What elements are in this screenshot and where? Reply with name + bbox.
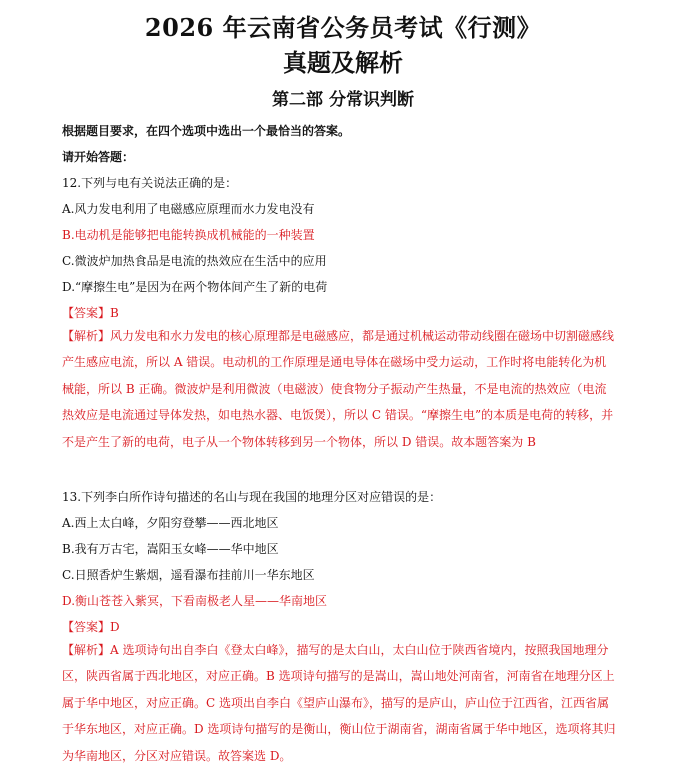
q13-analysis: 【解析】A 选项诗句出自李白《登太白峰》，描写的是太白山，太白山位于陕西省境内，按照我国地理分区，陕西省属于西北地区，对应正确。B 选项诗句描写的是嵩山，嵩山地处河南省，河南省在地理分区上属于华中地区，对应正确。C 选项出自李白《望庐山瀑布》，描写的是庐山，庐山位于江西省，江西省属于华东地区，对应正确。D 选项诗句描写的是衡山，衡山位于湖南省，湖南省属于华中地区，选项将其归为华南地区，分区对应错误。故答案选 D。 [62, 643, 616, 763]
instruction-start: 请开始答题： [62, 150, 135, 164]
q12-option-c: C.微波炉加热食品是电流的热效应在生活中的应用 [62, 254, 327, 268]
q13-stem: 13.下列李白所作诗句描述的名山与现在我国的地理分区对应错误的是： [62, 490, 442, 504]
q12-option-b: B.电动机是能够把电能转换成机械能的一种装置 [62, 228, 315, 242]
q12-stem: 12.下列与电有关说法正确的是： [62, 176, 238, 190]
q12-option-d: D.“摩擦生电”是因为在两个物体间产生了新的电荷 [62, 280, 328, 294]
doc-title-line1: 2026 年云南省公务员考试《行测》 [144, 13, 542, 42]
doc-title-line2: 真题及解析 [283, 48, 403, 77]
q12-answer: 【答案】B [62, 306, 119, 320]
q12-analysis: 【解析】风力发电和水力发电的核心原理都是电磁感应，都是通过机械运动带动线圈在磁场中切割磁感线产生感应电流，所以 A 错误。电动机的工作原理是通电导体在磁场中受力运动，工作时将电能转化为机械能，所以 B 正确。微波炉是利用微波（电磁波）使食物分子振动产生热量，不是电流的热效应（电流热效应是电流通过导体发热，如电热水器、电饭煲），所以 C 错误。“摩擦生电”的本质是电荷的转移，并不是产生了新的电荷，电子从一个物体转移到另一个物体，所以 D 错误。故本题答案为 B [62, 329, 615, 449]
q13-option-c: C.日照香炉生紫烟，遥看瀑布挂前川一华东地区 [62, 568, 315, 582]
q12-option-a: A.风力发电利用了电磁感应原理而水力发电没有 [62, 202, 315, 216]
q13-option-a: A.西上太白峰，夕阳穷登攀——西北地区 [62, 516, 279, 530]
instruction-rule: 根据题目要求，在四个选项中选出一个最恰当的答案。 [62, 124, 351, 138]
q13-answer: 【答案】D [62, 620, 120, 634]
q13-option-d: D.衡山苍苍入紫冥，下看南极老人星——华南地区 [62, 594, 328, 608]
q13-option-b: B.我有万古宅，嵩阳玉女峰——华中地区 [62, 542, 279, 556]
section-heading: 第二部 分常识判断 [272, 90, 414, 110]
